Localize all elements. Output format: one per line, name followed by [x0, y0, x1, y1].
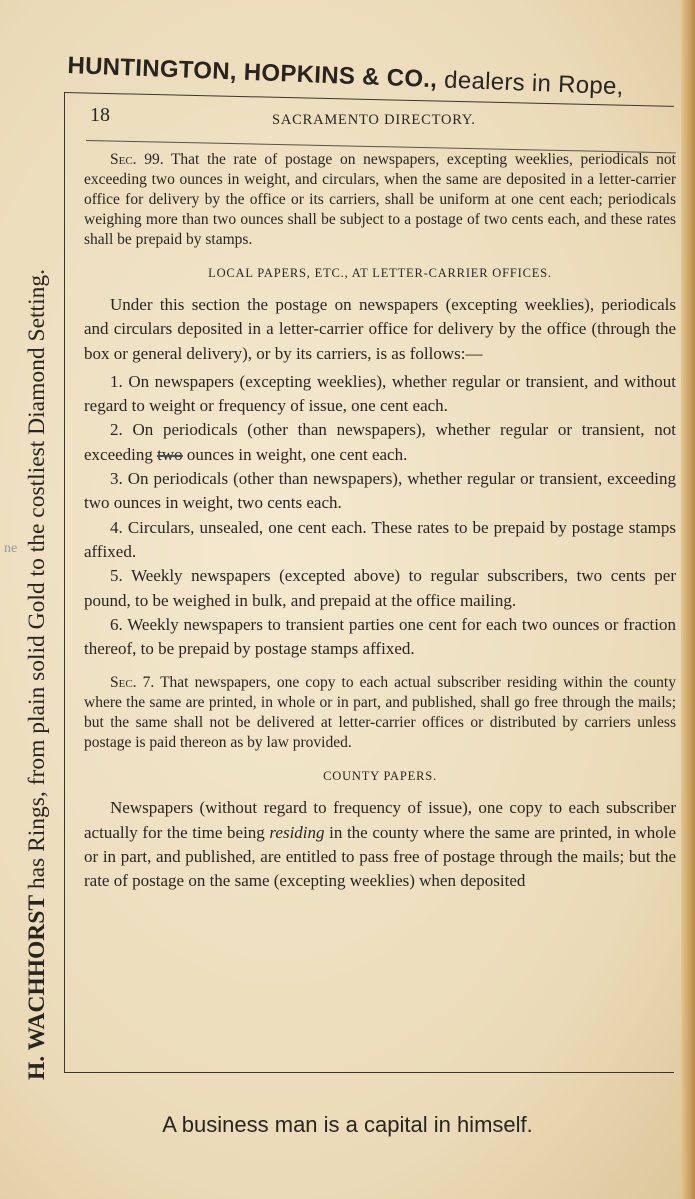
county-text-a: Newspapers (without regard to frequency of issue), one copy to each subscriber actually for the time being	[84, 798, 676, 842]
section-99	[84, 150, 676, 250]
ad-text: dealers in Rope,	[443, 66, 625, 101]
side-ad-text: has Rings, from plain solid Gold to the costliest Diamond Setting.	[24, 269, 50, 890]
item-2-text-b: ounces in weight, one cent each.	[182, 444, 408, 464]
frame-bottom-rule	[64, 1072, 674, 1073]
list-item-6: 6. Weekly newspapers to transient parties one cent for each two ounces or fraction thereof, to be prepaid by postage stamps affixed.	[84, 614, 676, 659]
struck-word: two	[157, 444, 183, 464]
side-ad-name: H. WACHHORST	[24, 895, 50, 1080]
item-2-text-a: 2. On periodicals (other than newspapers), whether regular or transient, not exceeding	[84, 420, 676, 464]
county-italic-word: residing	[269, 822, 325, 842]
section-text: That the rate of postage on newspapers, excepting weeklies, periodicals not exceeding two ounces in weight, and circulars, when the same are deposited in a letter-carrier office for delivery by the office or its carriers, shall be uniform at one cent each; periodicals weighing more than two ounces shall be subject to a postage of two cents each, and these rates shall be prepaid by stamps.	[84, 151, 676, 248]
footer-slogan: A business man is a capital in himself.	[162, 1112, 533, 1137]
county-paragraph	[84, 796, 676, 893]
section-text: That newspapers, one copy to each actual subscriber residing within the county where the same are printed, in whole or in part, and published, shall go free through the mails; but the same shall not be delivered at letter-carrier offices or distributed by carriers unless postage is paid thereon as by law provided.	[84, 674, 676, 752]
ad-firm-name: HUNTINGTON, HOPKINS & CO.,	[66, 52, 438, 94]
list-item-3: 3. On periodicals (other than newspapers), whether regular or transient, exceeding two ounces in weight, two cents each.	[84, 469, 676, 513]
page-number: 18	[90, 104, 110, 126]
heading-local-papers: LOCAL PAPERS, ETC., AT LETTER-CARRIER OFFICES.	[208, 266, 552, 280]
list-item-4: 4. Circulars, unsealed, one cent each. These rates to be prepaid by postage stamps affixed.	[84, 517, 676, 561]
section-label: Sec. 7.	[110, 674, 155, 692]
section-label: Sec. 99.	[110, 151, 164, 168]
section-7	[84, 673, 676, 753]
local-intro: Under this section the postage on newspapers (excepting weeklies), periodicals and circulars deposited in a letter-carrier office for delivery by the office (through the box or general delivery), or by its carriers, is as follows:—	[84, 295, 676, 363]
list-item-1: 1. On newspapers (excepting weeklies), whether regular or transient, and without regard to weight or frequency of issue, one cent each.	[84, 371, 676, 416]
heading-county-papers: COUNTY PAPERS.	[323, 769, 437, 784]
county-text-b: in the county where the same are printed, in whole or in part, and published, are entitled to pass free of postage through the mails; but the rate of postage on the same (excepting weeklies) when deposited	[84, 822, 676, 891]
side-advertisement	[24, 90, 51, 1080]
list-item-2	[84, 418, 676, 467]
list-item-5: 5. Weekly newspapers (excepted above) to regular subscribers, two cents per pound, to be weighed in bulk, and prepaid at the office mailing.	[84, 566, 676, 610]
pencil-mark: ne	[4, 541, 18, 556]
page-edge	[681, 0, 695, 1199]
running-head: SACRAMENTO DIRECTORY.	[272, 112, 476, 128]
page-content	[84, 150, 676, 894]
